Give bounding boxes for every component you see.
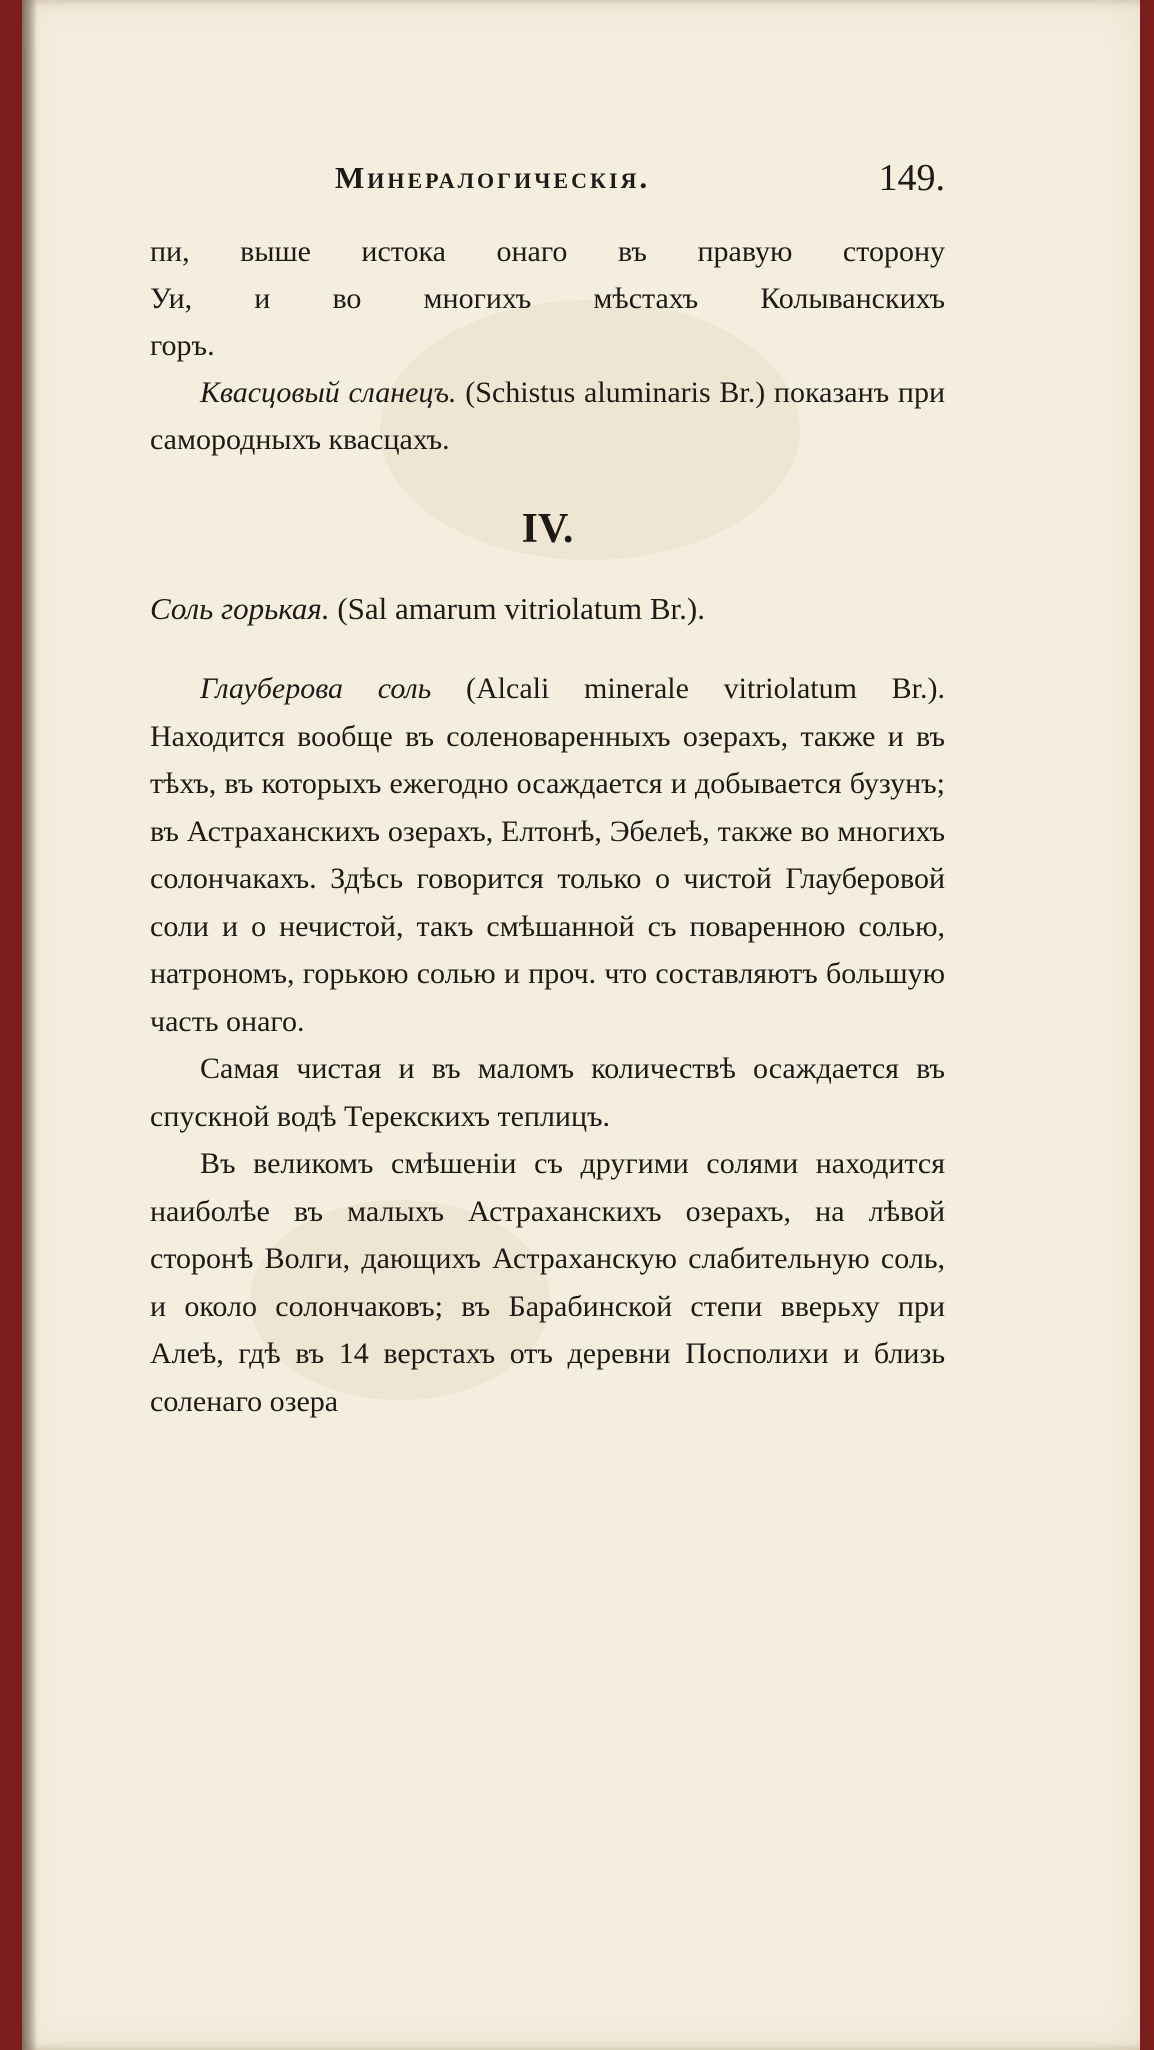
section-numeral: IV. (521, 506, 574, 552)
term-alum-slate: Квасцовый сланецъ. (200, 376, 457, 409)
running-title: Минералогическія. (335, 160, 651, 195)
page-header (150, 157, 945, 210)
mixed-salt-paragraph: Въ великомъ смѣшеніи съ другими солями находится наиболѣе въ малыхъ Астраханскихъ озерахъ, на лѣвой сторонѣ Волги, дающихъ Астраханскую слабительную соль, и около солончаковъ; въ Барабинской степи вверьху при Алеѣ, гдѣ въ 14 верстахъ отъ деревни Посполихи и близь соленаго озера (150, 1147, 945, 1418)
bitter-salt-heading (150, 585, 945, 632)
bitter-salt-text: (Sal amarum vitriolatum Br.). (337, 591, 705, 626)
page-edge (1140, 0, 1154, 2050)
page-number: 149. (878, 157, 945, 199)
text-line: горъ. (150, 329, 215, 362)
pure-salt-paragraph: Самая чистая и въ маломъ количествѣ осаждается въ спускной водѣ Терекскихъ теплицъ. (150, 1052, 945, 1133)
term-glauber-salt: Глауберова соль (200, 672, 432, 705)
alum-slate-paragraph (150, 369, 945, 463)
text-line: пи, выше истока онаго въ правую сторону (150, 235, 945, 268)
glauber-paragraph (150, 665, 945, 1045)
term-bitter-salt: Соль горькая. (150, 591, 330, 626)
glauber-section (150, 665, 945, 1425)
page-gutter (22, 0, 36, 2050)
intro-block (150, 228, 945, 463)
glauber-text: (Alcali minerale vitriolatum Br.). Находится вообще въ соленоваренныхъ озерахъ, также и въ тѣхъ, въ которыхъ ежегодно осаждается и добывается бузунъ; въ Астраханскихъ озерахъ, Елтонѣ, Эбелеѣ, также во многихъ солончакахъ. Здѣсь говорится только о чистой Глауберовой соли и о нечистой, такъ смѣшанной съ поваренною солью, натрономъ, горькою солью и проч. что составляютъ большую часть онаго. (150, 672, 945, 1038)
alum-slate-text: (Schistus aluminaris Br.) показанъ при самородныхъ квасцахъ. (150, 376, 945, 456)
text-line: Уи, и во многихъ мѣстахъ Колыванскихъ (150, 282, 945, 315)
